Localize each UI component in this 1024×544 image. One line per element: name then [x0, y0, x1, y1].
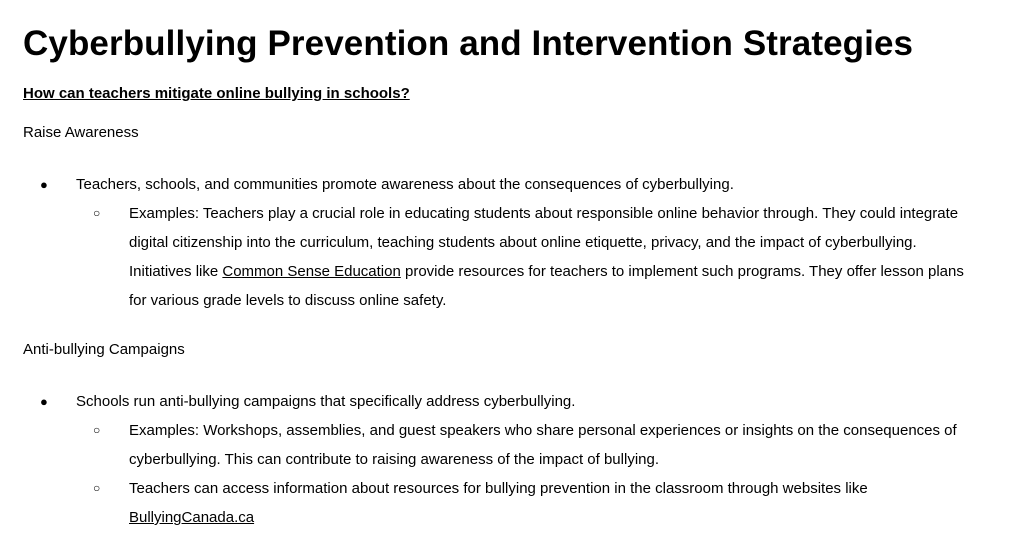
list-item-text: Schools run anti-bullying campaigns that specifically address cyberbullying.: [76, 393, 576, 410]
sub-list-item: [76, 474, 1024, 532]
sub-item-text: Examples: Teachers play a crucial role in educating students about responsible online behavior through. They could integrate digital citizenship into the curriculum, teaching students about online etiquette, privacy, and the impact of cyberbullying. Initiatives like: [129, 205, 959, 280]
list-item: [23, 170, 1024, 315]
section-heading-raise-awareness: Raise Awareness: [23, 124, 139, 141]
bullet-icon: ●: [40, 394, 48, 409]
sub-item-text-continued: provide resources for teachers to implement such programs. They offer lesson plans for various grade levels to discuss online safety.: [129, 263, 964, 309]
list-item: [23, 387, 1024, 532]
sub-item-text: Examples: Workshops, assemblies, and guest speakers who share personal experiences or insights on the consequences of cyberbullying. This can contribute to raising awareness of the impact of bullying.: [129, 422, 957, 468]
list-item-text: Teachers, schools, and communities promote awareness about the consequences of cyberbullying.: [76, 176, 734, 193]
sub-bullet-list: [76, 416, 1024, 532]
sub-list-item: [76, 416, 1024, 474]
section-heading-anti-bullying-campaigns: Anti-bullying Campaigns: [23, 341, 185, 358]
bullet-list: [23, 360, 1024, 532]
hollow-bullet-icon: ○: [93, 206, 101, 220]
bullying-canada-link[interactable]: BullyingCanada.ca: [129, 509, 255, 526]
sub-item-text: Teachers can access information about resources for bullying prevention in the classroom through websites like: [129, 480, 868, 497]
hollow-bullet-icon: ○: [93, 423, 101, 437]
document-title: Cyberbullying Prevention and Intervention Strategies: [23, 24, 914, 63]
bullet-icon: ●: [40, 177, 48, 192]
hollow-bullet-icon: ○: [93, 481, 101, 495]
common-sense-education-link[interactable]: Common Sense Education: [222, 263, 401, 280]
guiding-question: How can teachers mitigate online bullying in schools?: [23, 85, 410, 102]
sub-list-item: [76, 199, 1024, 315]
bullet-list: [23, 143, 1024, 315]
sub-bullet-list: [76, 199, 1024, 315]
